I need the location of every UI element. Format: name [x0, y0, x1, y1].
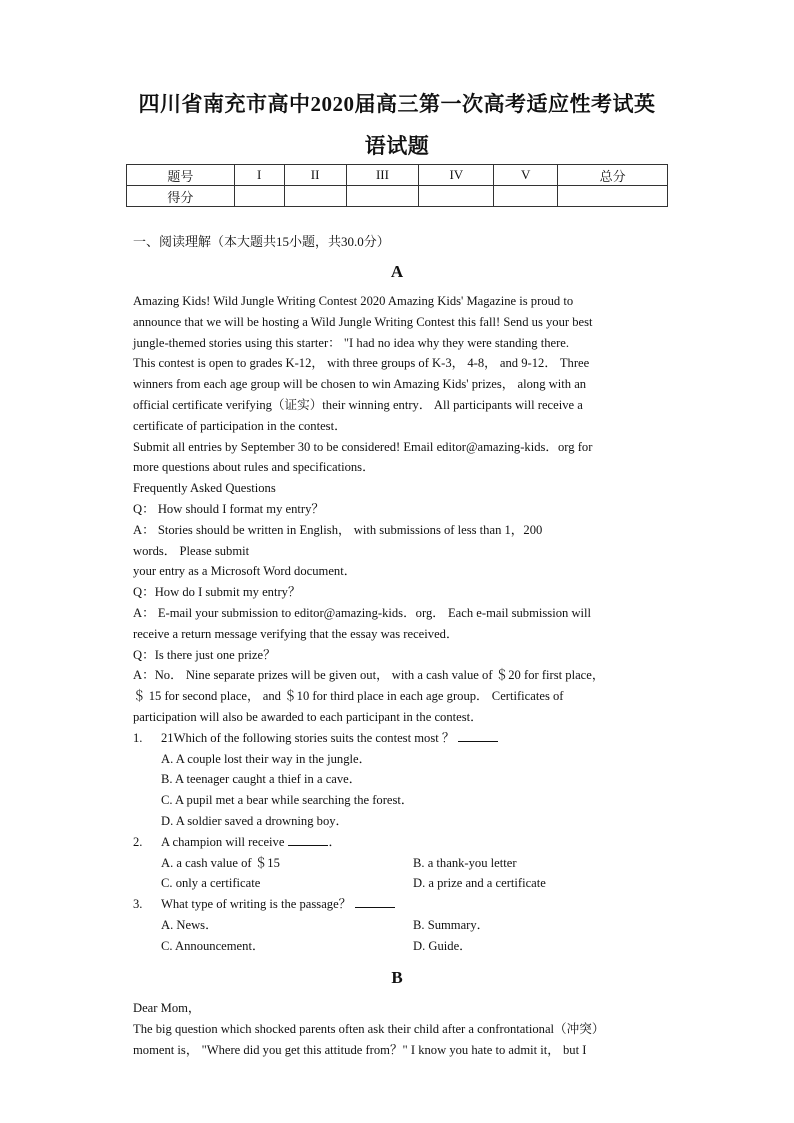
- score-table-header-row: [127, 165, 668, 186]
- passage-a-body: [133, 291, 665, 957]
- option-c[interactable]: C. A pupil met a bear while searching the forest．: [161, 793, 414, 808]
- option-c[interactable]: C. Announcement．: [161, 938, 265, 953]
- passage-line: Dear Mom，: [133, 1001, 201, 1015]
- option-b[interactable]: B. A teenager caught a thief in a cave．: [161, 772, 362, 787]
- option-d[interactable]: D. Guide．: [413, 938, 472, 953]
- passage-b-body: [133, 998, 665, 1060]
- option-row: [133, 873, 665, 894]
- option-c[interactable]: C. only a certificate: [161, 876, 261, 891]
- question-number: 1.: [133, 730, 143, 745]
- passage-line: A：No． Nine separate prizes will be given out， with a cash value of ＄20 for first place，: [133, 668, 605, 683]
- passage-line: Frequently Asked Questions: [133, 481, 276, 496]
- passage-line: Q： How should I format my entry？: [133, 501, 324, 516]
- passage-line: certificate of participation in the contest．: [133, 418, 347, 433]
- option-row: [133, 811, 665, 832]
- option-row: [133, 749, 665, 770]
- score-cell[interactable]: [494, 186, 558, 207]
- score-cell[interactable]: [284, 186, 346, 207]
- score-cell[interactable]: [234, 186, 284, 207]
- passage-line: moment is， "Where did you get this attitude from？" I know you hate to admit it， but I: [133, 1042, 587, 1057]
- option-d[interactable]: D. a prize and a certificate: [413, 876, 546, 891]
- page-title-line1: 四川省南充市高中2020届高三第一次高考适应性考试英: [138, 92, 656, 116]
- question-2: [133, 832, 665, 853]
- passage-a-letter: A: [390, 262, 404, 281]
- option-a[interactable]: A. A couple lost their way in the jungle．: [161, 751, 372, 766]
- score-table-score-row: [127, 186, 668, 207]
- passage-line: your entry as a Microsoft Word document．: [133, 564, 357, 579]
- option-row: [133, 936, 665, 957]
- answer-blank[interactable]: [355, 895, 395, 908]
- option-row: [133, 853, 665, 874]
- passage-line: announce that we will be hosting a Wild Jungle Writing Contest this fall! Send us your best: [133, 314, 593, 329]
- score-header-cell: 总分: [558, 165, 668, 186]
- score-header-cell: I: [234, 165, 284, 186]
- passage-line: ＄ 15 for second place， and ＄10 for third place in each age group． Certificates of: [133, 689, 564, 704]
- score-row-label: 得分: [127, 186, 235, 207]
- score-cell[interactable]: [346, 186, 419, 207]
- question-stem: What type of writing is the passage？: [161, 897, 352, 912]
- passage-line: more questions about rules and specifications．: [133, 460, 375, 475]
- passage-line: receive a return message verifying that the essay was received．: [133, 626, 459, 641]
- option-a[interactable]: A. News．: [161, 917, 218, 932]
- passage-line: This contest is open to grades K-12， with three groups of K-3， 4-8， and 9-12． Three: [133, 356, 590, 371]
- passage-line: Amazing Kids! Wild Jungle Writing Contest 2020 Amazing Kids' Magazine is proud to: [133, 294, 574, 308]
- passage-line: official certificate verifying（证实）their winning entry． All participants will receive a: [133, 397, 583, 412]
- option-d[interactable]: D. A soldier saved a drowning boy．: [161, 813, 349, 828]
- score-header-cell: IV: [419, 165, 494, 186]
- answer-blank[interactable]: [288, 833, 328, 846]
- passage-line: participation will also be awarded to each participant in the contest．: [133, 709, 483, 724]
- passage-line: words． Please submit: [133, 543, 250, 558]
- passage-line: The big question which shocked parents often ask their child after a confrontational（冲突）: [133, 1021, 605, 1036]
- passage-line: Q：How do I submit my entry？: [133, 585, 301, 600]
- question-1: [133, 728, 665, 749]
- score-header-cell: V: [494, 165, 558, 186]
- option-b[interactable]: B. Summary．: [413, 917, 490, 932]
- score-cell[interactable]: [419, 186, 494, 207]
- question-number: 2.: [133, 834, 143, 849]
- question-stem: A champion will receive: [161, 834, 285, 849]
- passage-line: Q：Is there just one prize？: [133, 647, 276, 662]
- option-row: [133, 769, 665, 790]
- score-header-cell: 题号: [127, 165, 235, 186]
- score-cell[interactable]: [558, 186, 668, 207]
- passage-line: A： Stories should be written in English， with submissions of less than 1，200: [133, 522, 543, 537]
- score-header-cell: III: [346, 165, 419, 186]
- option-a[interactable]: A. a cash value of ＄15: [161, 855, 280, 870]
- score-header-cell: II: [284, 165, 346, 186]
- answer-blank[interactable]: [458, 729, 498, 742]
- option-row: [133, 915, 665, 936]
- question-stem: 21Which of the following stories suits the contest most ？: [161, 730, 455, 745]
- passage-line: Submit all entries by September 30 to be considered! Email editor@amazing-kids．org for: [133, 439, 593, 454]
- page-title-line2: 语试题: [364, 134, 430, 158]
- option-b[interactable]: B. a thank-you letter: [413, 855, 517, 870]
- passage-line: jungle-themed stories using this starter： "I had no idea why they were standing there.: [133, 335, 570, 350]
- score-table: [126, 164, 668, 207]
- question-number: 3.: [133, 897, 143, 912]
- passage-b-letter: B: [391, 968, 403, 987]
- passage-line: A： E-mail your submission to editor@amazing-kids．org． Each e-mail submission will: [133, 605, 592, 620]
- section-heading: 一、阅读理解（本大题共15小题，共30.0分）: [133, 234, 390, 249]
- passage-line: winners from each age group will be chosen to win Amazing Kids' prizes， along with an: [133, 377, 587, 392]
- option-row: [133, 790, 665, 811]
- question-stem-end: ．: [328, 834, 342, 849]
- question-3: [133, 894, 665, 915]
